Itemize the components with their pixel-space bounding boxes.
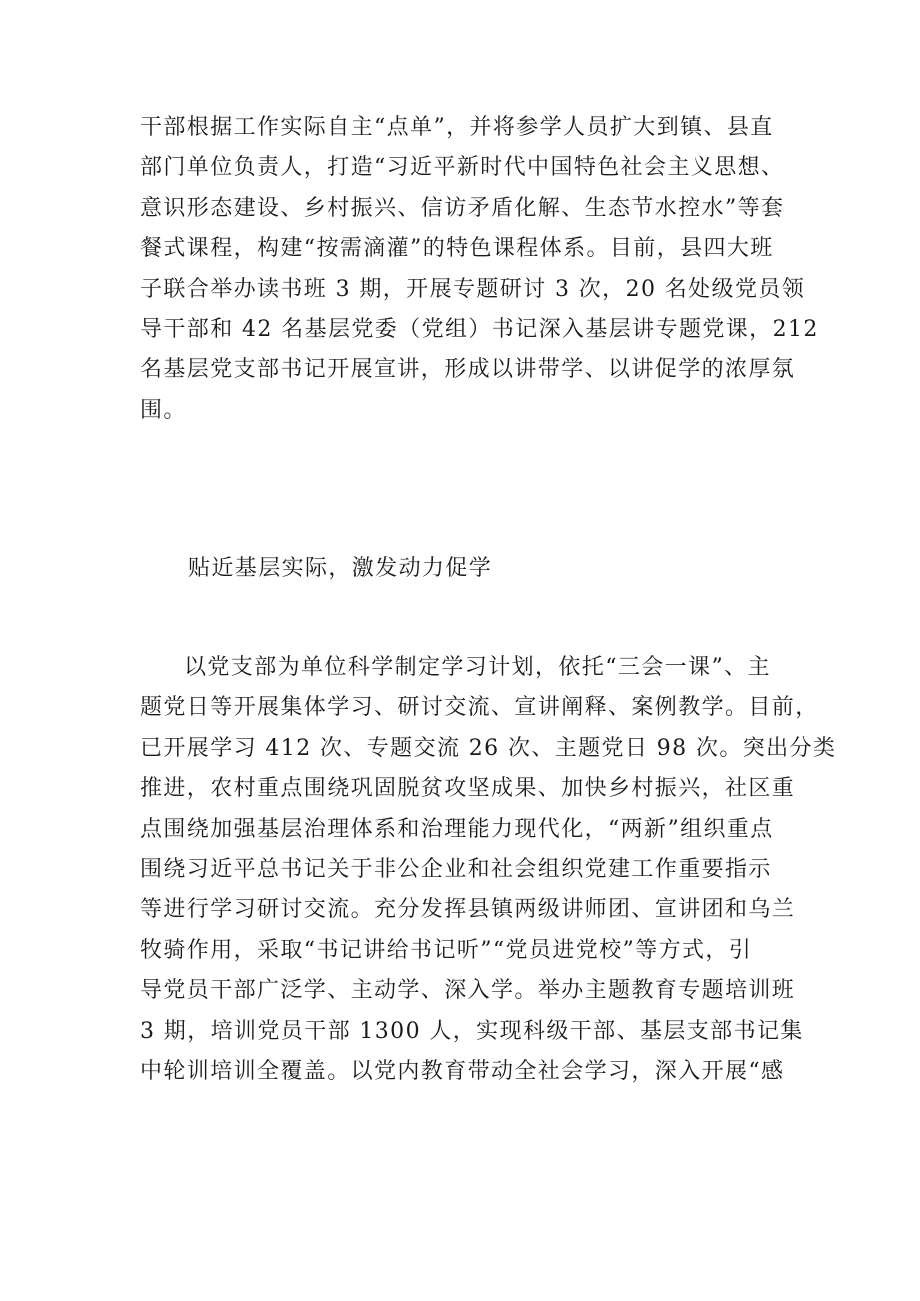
paragraph-2-line: 以党支部为单位科学制定学习计划，依托“三会一课”、主 bbox=[184, 655, 771, 680]
paragraph-1-line: 部门单位负责人，打造“习近平新时代中国特色社会主义思想、 bbox=[140, 155, 785, 181]
paragraph-1-line: 围。 bbox=[140, 397, 187, 423]
paragraph-2-line: 中轮训培训全覆盖。以党内教育带动全社会学习，深入开展“感 bbox=[140, 1058, 785, 1084]
paragraph-2-line: 题党日等开展集体学习、研讨交流、宣讲阐释、案例教学。目前， bbox=[140, 695, 819, 721]
paragraph-1-line: 干部根据工作实际自主“点单”，并将参学人员扩大到镇、县直 bbox=[140, 115, 774, 140]
paragraph-2-line: 等进行学习研讨交流。充分发挥县镇两级讲师团、宣讲团和乌兰 bbox=[140, 897, 796, 923]
paragraph-1-line: 子联合举办读书班 3 期，开展专题研讨 3 次，20 名处级党员领 bbox=[140, 276, 806, 302]
paragraph-2 bbox=[140, 648, 837, 1092]
paragraph-1 bbox=[140, 108, 819, 431]
paragraph-1-line: 名基层党支部书记开展宣讲，形成以讲带学、以讲促学的浓厚氛 bbox=[140, 357, 796, 383]
paragraph-2-line: 导党员干部广泛学、主动学、深入学。举办主题教育专题培训班 bbox=[140, 978, 796, 1004]
paragraph-2-line: 牧骑作用，采取“书记讲给书记听”“党员进党校”等方式，引 bbox=[140, 937, 753, 963]
paragraph-1-line: 导干部和 42 名基层党委（党组）书记深入基层讲专题党课，212 bbox=[140, 316, 819, 342]
section-heading: 贴近基层实际，激发动力促学 bbox=[188, 556, 493, 581]
paragraph-2-line: 已开展学习 412 次、专题交流 26 次、主题党日 98 次。突出分类 bbox=[140, 735, 837, 761]
paragraph-1-line: 意识形态建设、乡村振兴、信访矛盾化解、生态节水控水”等套 bbox=[140, 195, 785, 221]
paragraph-2-line: 围绕习近平总书记关于非公企业和社会组织党建工作重要指示 bbox=[140, 856, 772, 882]
paragraph-2-line: 点围绕加强基层治理体系和治理能力现代化，“两新”组织重点 bbox=[140, 816, 774, 842]
paragraph-1-line: 餐式课程，构建“按需滴灌”的特色课程体系。目前，县四大班 bbox=[140, 236, 774, 262]
paragraph-2-line: 3 期，培训党员干部 1300 人，实现科级干部、基层支部书记集 bbox=[140, 1018, 804, 1044]
paragraph-2-line: 推进，农村重点围绕巩固脱贫攻坚成果、加快乡村振兴，社区重 bbox=[140, 776, 796, 802]
